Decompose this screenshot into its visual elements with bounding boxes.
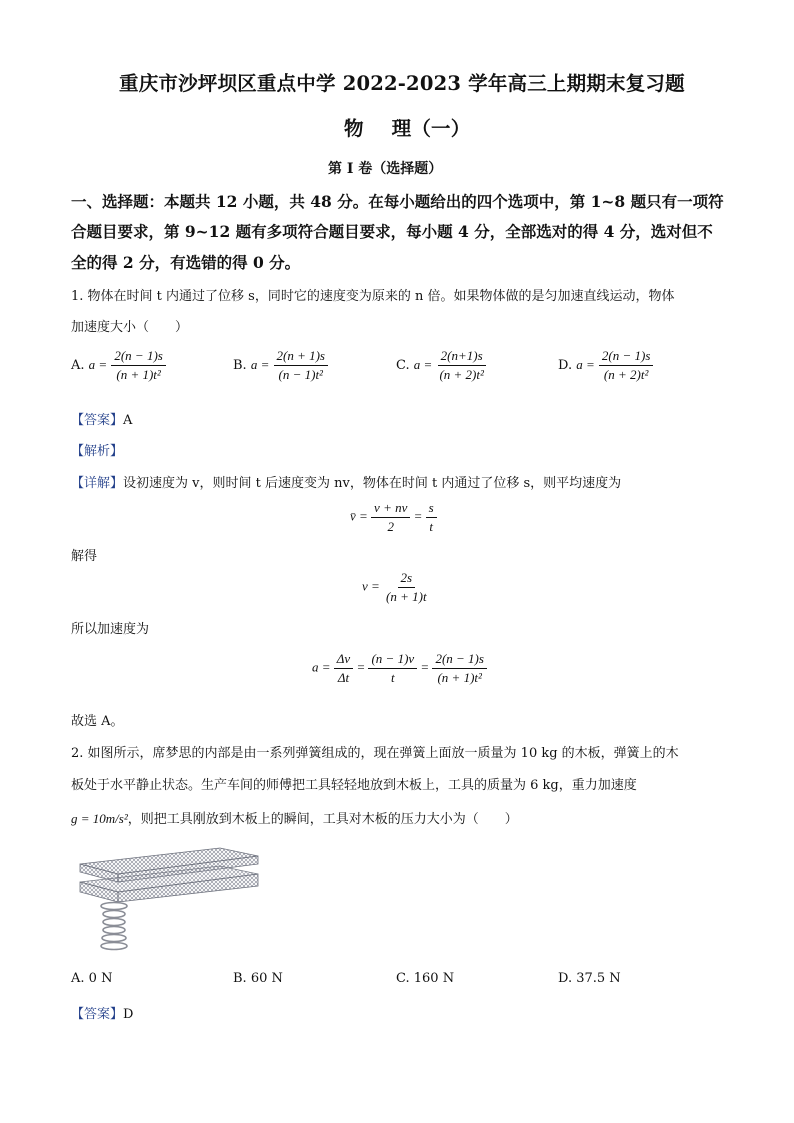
q1-analysis-tag: 【解析】 (71, 444, 124, 459)
q2-option-a: A. 0 N (71, 971, 113, 986)
q2-option-b: B. 60 N (233, 971, 283, 986)
q1-conclusion: 故选 A。 (71, 714, 124, 729)
q1-equation-average-velocity: v̄ = $\frac{v + nv}{2}$ = $\frac{s}{t}$ (350, 500, 437, 535)
mattress-spring-icon (72, 842, 264, 954)
q1-solve-label: 解得 (71, 549, 98, 564)
q1-accel-label: 所以加速度为 (71, 622, 150, 637)
q1-option-c: C. a = $\frac{2(n+1)s}{\text{(n + 2)t²}}$ (396, 348, 484, 382)
q2-option-c: C. 160 N (396, 971, 455, 986)
q1-option-d: D. a = $\frac{2(n - 1)s}{\text{(n + 2)t²}}$ (558, 348, 653, 383)
q1-equation-acceleration: a = $\frac{\Delta v}{\Delta t}$ = $\frac{(n - 1)v}{t}$ = $\frac{2(n - 1)s}{\text{(n + 1)t²}}$ (312, 651, 487, 686)
q2-option-d: D. 37.5 N (558, 971, 621, 986)
subject-subtitle: 物 理（一） (344, 117, 471, 140)
section-instruction-line2: 合题目要求，第 9~12 题有多项符合题目要求，每小题 4 分，全部选对的得 4 分，选对但不 (71, 222, 713, 241)
q2-stem-line3: g = 10m/s²，则把工具刚放到木板上的瞬间，工具对木板的压力大小为（ ） (71, 811, 518, 827)
section-instruction-line3: 全的得 2 分，有选错的得 0 分。 (71, 253, 301, 272)
q2-stem-line1: 2. 如图所示，席梦思的内部是由一系列弹簧组成的，现在弹簧上面放一质量为 10 kg 的木板，弹簧上的木 (71, 746, 679, 761)
q2-stem-line2: 板处于水平静止状态。生产车间的师傅把工具轻轻地放到木板上，工具的质量为 6 kg，重力加速度 (71, 778, 637, 793)
mattress-spring-figure (72, 842, 264, 954)
answer-tag: 【答案】 (71, 1007, 124, 1022)
q1-stem-line2: 加速度大小（ ） (71, 320, 189, 335)
volume-heading: 第 I 卷（选择题） (328, 161, 443, 177)
q1-equation-initial-velocity: v = $\frac{2s}{(n + 1)t}$ (362, 570, 427, 604)
q1-detail: 【详解】设初速度为 v，则时间 t 后速度变为 nv，物体在时间 t 内通过了位移 s，则平均速度为 (71, 476, 622, 491)
q1-option-b: B. a = $\frac{2(n + 1)s}{\text{(n − 1)t²}}$ (233, 348, 328, 383)
answer-value: A (123, 413, 133, 428)
q1-stem-line1: 1. 物体在时间 t 内通过了位移 s，同时它的速度变为原来的 n 倍。如果物体做的是匀加速直线运动，物体 (71, 289, 675, 304)
answer-value: D (123, 1007, 134, 1022)
detail-tag: 【详解】 (71, 476, 124, 491)
q1-option-a: A. a = $\frac{2(n - 1)s}{\text{(n + 1)t²}}$ (71, 348, 166, 383)
q2-answer (71, 1003, 133, 1022)
answer-tag: 【答案】 (71, 413, 124, 428)
section-instruction-line1: 一、选择题：本题共 12 小题，共 48 分。在每小题给出的四个选项中，第 1~8 题只有一项符 (71, 192, 724, 211)
document-title: 重庆市沙坪坝区重点中学 2022-2023 学年高三上期期末复习题 (119, 72, 685, 95)
q1-answer (71, 409, 132, 428)
